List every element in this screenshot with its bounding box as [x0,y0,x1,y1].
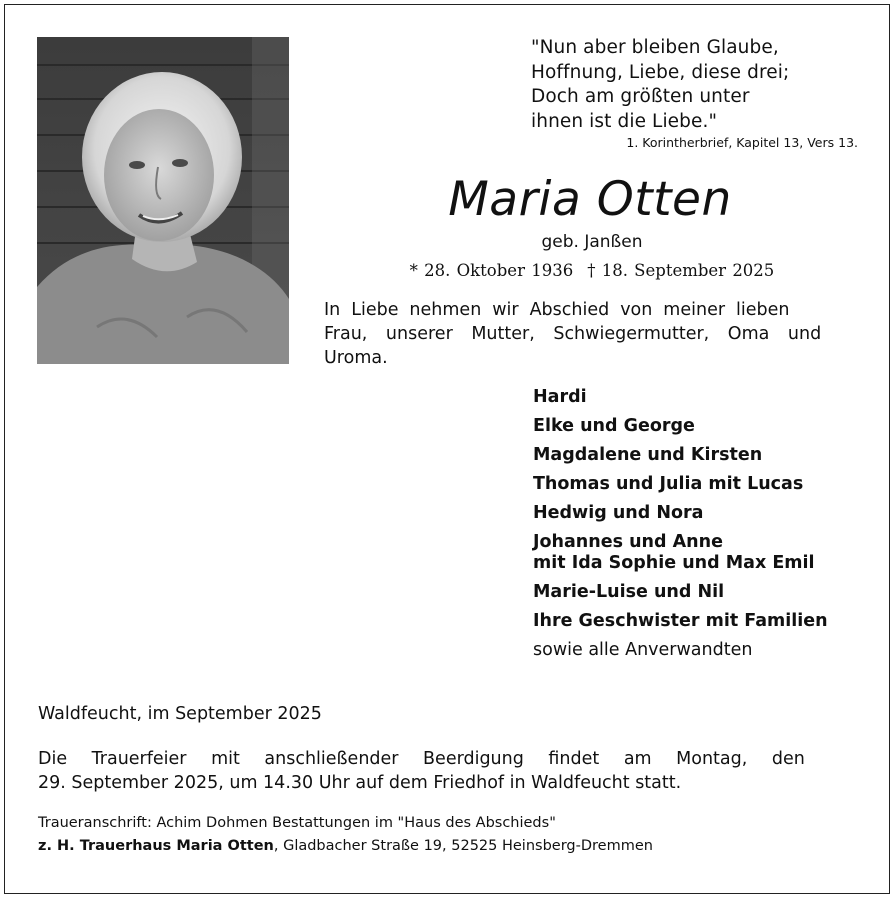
portrait-photo-icon [37,37,289,364]
quote-line: "Nun aber bleiben Glaube, [531,37,779,58]
mourner-name: Marie-Luise und Nil [533,582,725,602]
birth-name: geb. Janßen [541,232,643,252]
quote-source: 1. Korintherbrief, Kapitel 13, Vers 13. [626,135,858,150]
farewell-line: In Liebe nehmen wir Abschied von meiner lieben [324,300,790,320]
funeral-line: 29. September 2025, um 14.30 Uhr auf dem Friedhof in Waldfeucht statt. [38,773,682,793]
quote-line: ihnen ist die Liebe." [531,110,718,132]
address-line [38,835,653,858]
portrait-photo [37,37,289,364]
bible-quote [531,36,861,134]
life-dates [300,261,884,280]
funeral-line: Die Trauerfeier mit anschließender Beerdigung findet am Montag, den [38,749,805,769]
farewell-line: Uroma. [324,348,388,368]
quote-line: Hoffnung, Liebe, diese drei; [531,61,790,83]
address-recipient: z. H. Trauerhaus Maria Otten [38,838,274,854]
mourner-name: Ihre Geschwister mit Familien [533,611,828,631]
mourner-name: mit Ida Sophie und Max Emil [533,553,815,573]
birth-date: * 28. Oktober 1936 [409,261,574,280]
mourning-address [38,812,653,858]
mourner-group [533,532,883,574]
mourner-name: Hardi [533,387,587,407]
mourner-name: Johannes und Anne [533,532,723,552]
address-street: , Gladbacher Straße 19, 52525 Heinsberg-Dremmen [273,838,653,854]
funeral-info [38,747,858,795]
mourner-name: Thomas und Julia mit Lucas [533,474,804,494]
death-date: † 18. September 2025 [587,261,775,280]
quote-line: Doch am größten unter [531,86,750,107]
address-line: Traueranschrift: Achim Dohmen Bestattungen im "Haus des Abschieds" [38,815,556,831]
mourner-name: Magdalene und Kirsten [533,445,763,465]
place-date: Waldfeucht, im September 2025 [38,704,322,724]
mourners-list [533,387,883,661]
deceased-name: Maria Otten [448,172,732,227]
mourners-closing: sowie alle Anverwandten [533,640,753,660]
mourner-name: Hedwig und Nora [533,503,704,523]
mourner-name: Elke und George [533,416,695,436]
farewell-line: Frau, unserer Mutter, Schwiegermutter, Oma und [324,324,822,344]
farewell-text [324,298,859,370]
